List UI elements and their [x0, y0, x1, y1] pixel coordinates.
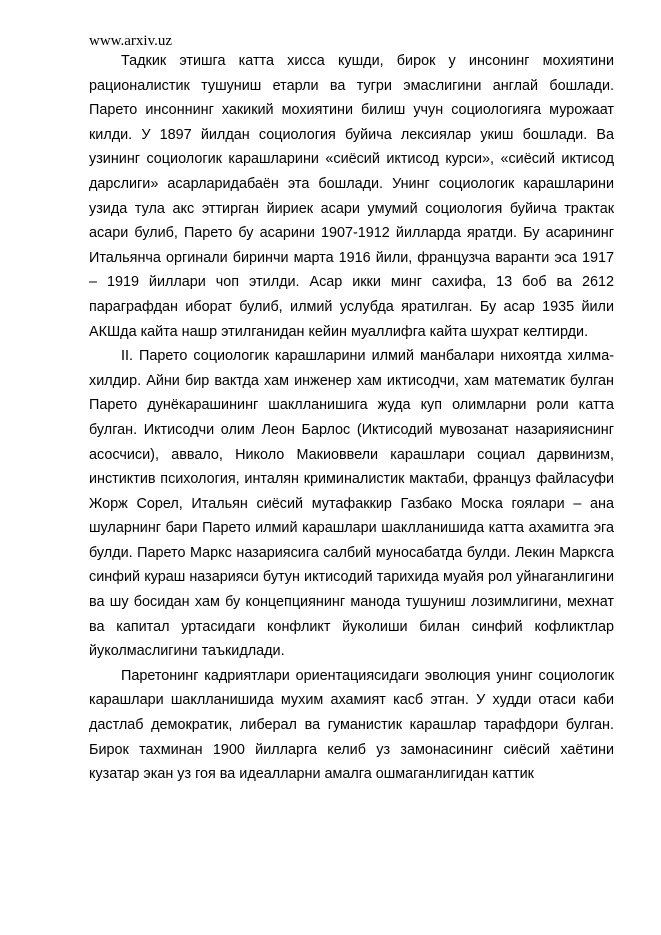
paragraph-2: II. Парето социологик карашларини илмий манбалари нихоятда хилма-хилдир. Айни бир вактда хам инженер хам иктисодчи, хам математик булган Парето дунёкарашининг шаклланишига жуда куп олимларни роли катта булган. Иктисодчи олим Леон Барлос (Иктисодий мувозанат назарияиснинг асосчиси), аввало, Николо Макиоввели карашлари социал дарвинизм, инстиктив психология, инталян криминалистик мактаби, француз файласуфи Жорж Сорел, Итальян сиёсий мутафаккир Газбако Моска гоялари – ана шуларнинг бари Парето илмий карашлари шаклланишида катта ахамитга эга булди. Парето Маркс назариясига салбий муносабатда булди. Лекин Марксга синфий кураш назарияси бутун иктисодий тарихида муайя рол уйнаганлигини ва шу босидан хам бу концепциянинг манода тушуниш лозимлигини, мехнат ва капитал уртасидаги конфликт йуколиши билан синфий кофликтлар йуколмаслигини таъкидлади. [89, 348, 614, 660]
paragraph-1: Тадкик этишга катта хисса кушди, бирок у инсонинг мохиятини рационалистик тушуниш етарли ва тугри эмаслигини англай бошлади. Парето инсоннинг хакикий мохиятини билиш учун социологияга мурожаат килди. У 1897 йилдан социология буйича лексиялар укиш бошлади. Ва узининг социологик карашларини «сиёсий иктисод курси», «сиёсий иктисод дарслиги» асарларидабаён эта бошлади. Унинг социологик карашларини узида тула акс эттирган йириек асари умумий социология буйича трактак асари булиб, Парето бу асарини 1907-1912 йилларда яратди. Бу асарининг Итальянча оргинали биринчи марта 1916 йили, французча варанти эса 1917 – 1919 йиллари чоп этилди. Асар икки минг сахифа, 13 боб ва 2612 параграфдан иборат булиб, илмий услубда яратилган. Бу асар 1935 йили АКШда кайта нашр этилганидан кейин муаллифга кайта шухрат келтирди. [89, 53, 614, 340]
body-text [89, 49, 614, 787]
site-header: www.arxiv.uz [89, 33, 173, 49]
paragraph-3: Паретонинг кадриятлари ориентациясидаги эволюция унинг социологик карашлари шаклланишида мухим ахамият касб этган. У худди отаси каби дастлаб демократик, либерал ва гуманистик карашлар тарафдори булган. Бирок тахминан 1900 йилларга келиб уз замонасининг сиёсий хаётини кузатар экан уз гоя ва идеалларни амалга ошмаганлигидан каттик [89, 667, 614, 783]
